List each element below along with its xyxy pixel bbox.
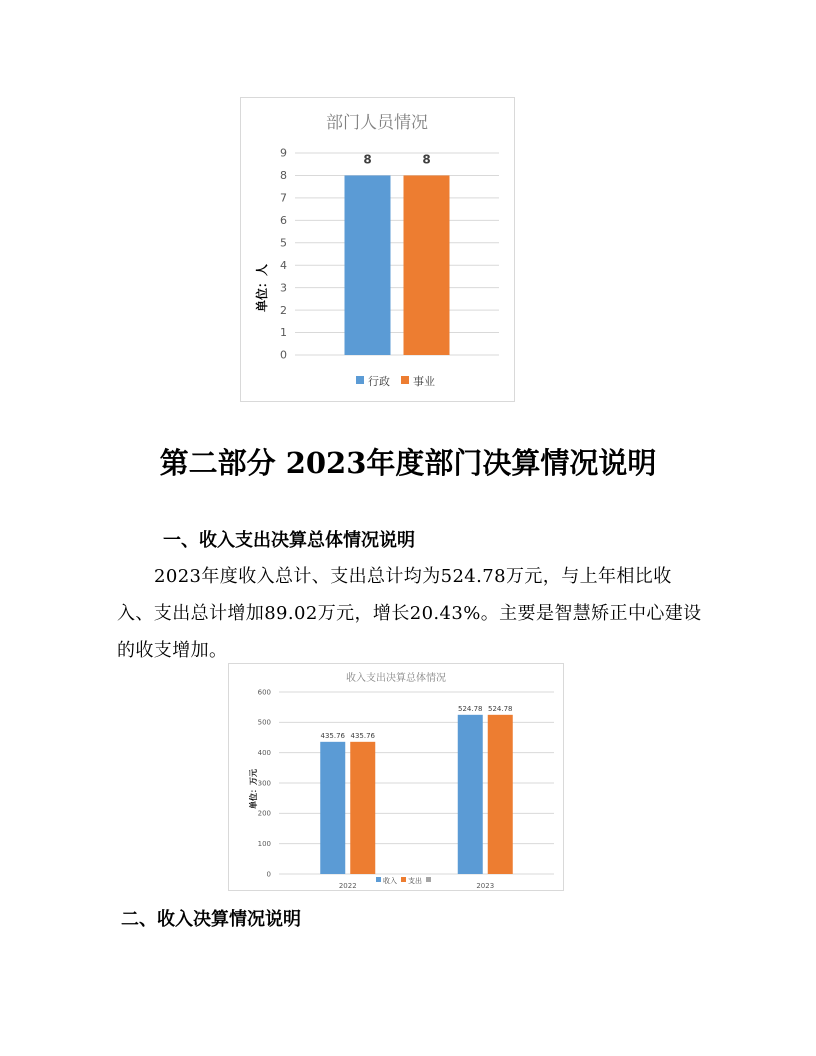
legend-label-admin: 行政 xyxy=(368,375,390,388)
bar-income xyxy=(458,715,483,874)
section1-heading: 一、收入支出决算总体情况说明 xyxy=(163,530,415,551)
legend-swatch-income xyxy=(376,877,381,882)
y-tick-label: 8 xyxy=(280,169,287,183)
y-tick-label: 4 xyxy=(280,258,287,272)
y-tick-label: 200 xyxy=(257,809,271,818)
y-tick-label: 7 xyxy=(280,191,287,205)
section-title: 第二部分 2023年度部门决算情况说明 xyxy=(159,446,657,480)
legend-swatch-empty xyxy=(426,877,431,882)
y-axis-label: 单位：万元 xyxy=(249,769,258,809)
x-tick-label: 2023 xyxy=(476,882,495,890)
y-tick-label: 2 xyxy=(280,303,287,317)
bar-institution xyxy=(404,175,450,355)
y-axis-label: 单位：人 xyxy=(255,263,269,313)
y-tick-label: 300 xyxy=(257,779,271,788)
legend-label-institution: 事业 xyxy=(413,375,435,388)
y-tick-label: 3 xyxy=(280,281,287,295)
bar-expense xyxy=(350,742,375,874)
chart-title: 部门人员情况 xyxy=(326,113,428,133)
data-label: 435.76 xyxy=(320,731,345,740)
data-label: 8 xyxy=(422,152,431,167)
data-label: 524.78 xyxy=(458,704,483,713)
data-label: 435.76 xyxy=(350,731,375,740)
x-tick-label: 2022 xyxy=(338,882,357,890)
income-expense-chart xyxy=(228,663,564,891)
bar-expense xyxy=(488,715,513,874)
staff-chart-svg xyxy=(241,98,514,401)
legend xyxy=(376,876,431,885)
data-label: 8 xyxy=(363,152,372,167)
income-expense-chart-svg xyxy=(229,664,563,890)
legend-label-expense: 支出 xyxy=(408,877,422,885)
y-tick-label: 0 xyxy=(266,870,271,879)
staff-chart xyxy=(240,97,515,402)
legend-swatch-expense xyxy=(401,877,406,882)
y-tick-label: 600 xyxy=(257,688,271,697)
y-tick-label: 9 xyxy=(280,146,287,160)
section2-heading: 二、收入决算情况说明 xyxy=(121,909,301,930)
bar-admin xyxy=(345,175,391,355)
y-tick-label: 6 xyxy=(280,214,287,227)
legend-label-income: 收入 xyxy=(383,877,397,885)
legend xyxy=(356,374,435,388)
legend-swatch-admin xyxy=(356,376,364,384)
y-tick-label: 5 xyxy=(280,236,287,250)
y-tick-label: 500 xyxy=(257,718,271,727)
y-tick-label: 100 xyxy=(257,840,271,848)
legend-swatch-institution xyxy=(401,376,409,384)
bar-income xyxy=(320,742,345,874)
y-tick-label: 400 xyxy=(257,749,271,757)
data-label: 524.78 xyxy=(488,704,513,713)
chart-title: 收入支出决算总体情况 xyxy=(346,673,446,684)
y-tick-label: 1 xyxy=(280,326,287,340)
section1-paragraph: 2023年度收入总计、支出总计均为524.78万元，与上年相比收入、支出总计增加89.02万元，增长20.43%。主要是智慧矫正中心建设的收支增加。 xyxy=(117,566,702,661)
y-tick-label: 0 xyxy=(280,348,287,362)
